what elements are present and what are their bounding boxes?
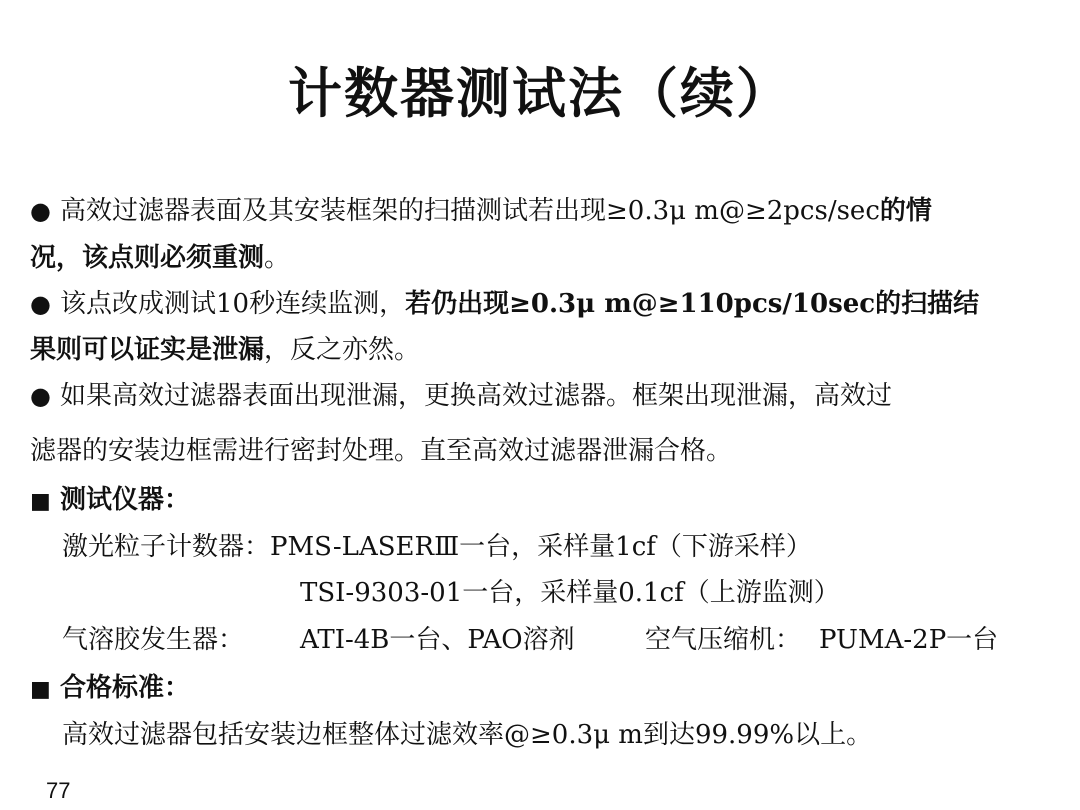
black-circle-bullet-icon: ● <box>30 197 51 225</box>
counter-line-1: 激光粒子计数器：PMS-LASERⅢ一台，采样量1cf（下游采样） <box>62 532 812 562</box>
standard-heading: ■ 合格标准： <box>30 670 190 708</box>
bullet-2-line-1: ● 该点改成测试10秒连续监测，若仍出现≥0.3μ m@≥110pcs/10sec的扫描结 <box>30 286 979 322</box>
bullet-3-line-2: 滤器的安装边框需进行密封处理。直至高效过滤器泄漏合格。 <box>30 436 733 466</box>
standard-text: 高效过滤器包括安装边框整体过滤效率@≥0.3μ m到达99.99%以上。 <box>62 720 873 750</box>
bullet-2-line-2: 果则可以证实是泄漏，反之亦然。 <box>30 335 421 365</box>
counter-line-2: TSI-9303-01一台，采样量0.1cf（上游监测） <box>300 578 840 608</box>
compressor-line: 空气压缩机： PUMA-2P一台 <box>645 625 999 655</box>
aerosol-line: 气溶胶发生器： <box>62 625 245 655</box>
black-square-bullet-icon: ■ <box>30 677 51 702</box>
bullet-3-line-1: ● 如果高效过滤器表面出现泄漏，更换高效过滤器。框架出现泄漏，高效过 <box>30 378 892 414</box>
instruments-heading: ■ 测试仪器： <box>30 482 190 520</box>
black-square-bullet-icon: ■ <box>30 489 51 514</box>
page-number: 77 <box>46 778 71 803</box>
black-circle-bullet-icon: ● <box>30 290 51 318</box>
black-circle-bullet-icon: ● <box>30 382 51 410</box>
aerosol-value: ATI-4B一台、PAO溶剂 <box>300 625 575 655</box>
bullet-1-line-1: ● 高效过滤器表面及其安装框架的扫描测试若出现≥0.3μ m@≥2pcs/sec的情 <box>30 193 932 229</box>
page-title: 计数器测试法（续） <box>288 62 792 125</box>
bullet-1-line-2: 况，该点则必须重测。 <box>30 243 291 273</box>
